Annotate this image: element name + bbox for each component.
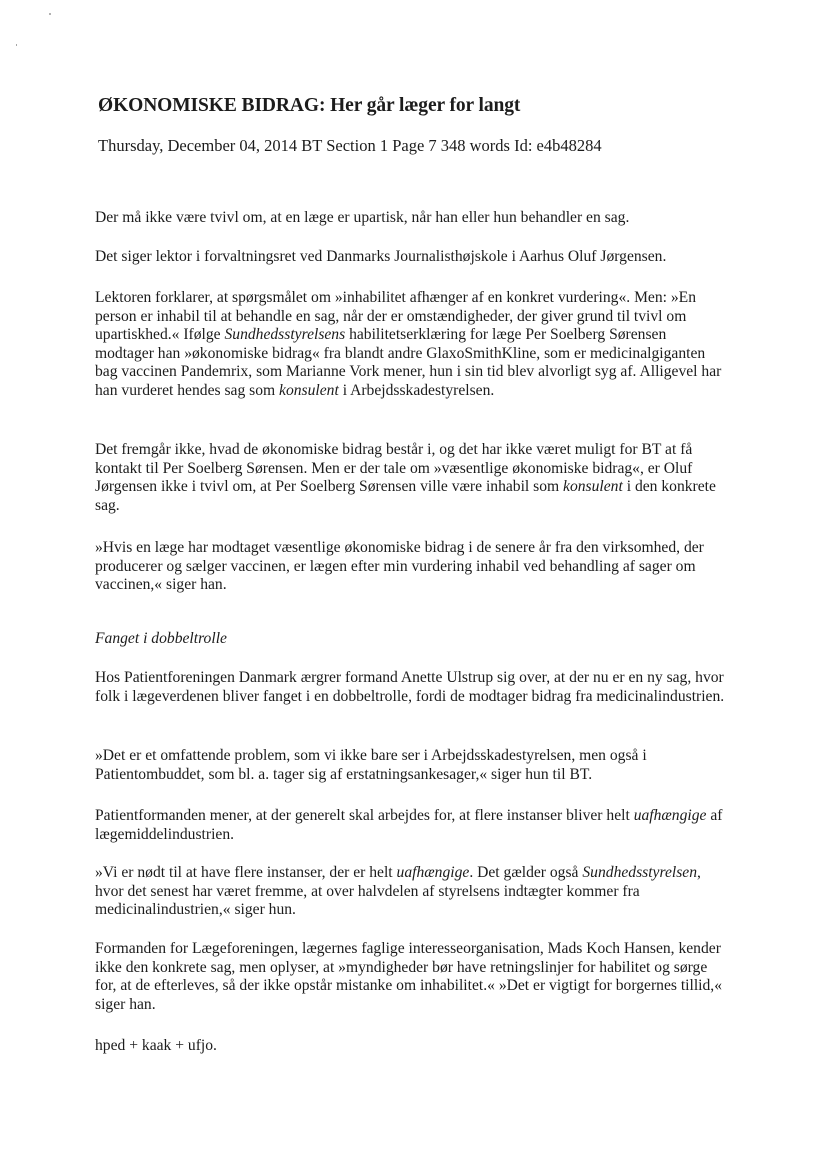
- paragraph-3: Lektoren forklarer, at spørgsmålet om »inhabilitet afhænger af en konkret vurdering«. Men: »En person er inhabil til at behandle en sag, når der er omstændigheder, der giver grund til tvivl om upartiskhed.« Ifølge Sundhedsstyrelsens habilitetserklæring for læge Per Soelberg Sørensen modtager han »økonomiske bidrag« fra blandt andre GlaxoSmithKline, som er medicinalgiganten bag vaccinen Pandemrix, som Marianne Vork mener, hun i sin tid blev alvorligt syg af. Alligevel har han vurderet hendes sag som konsulent i Arbejdsskadestyrelsen.: [95, 289, 722, 399]
- article-meta: Thursday, December 04, 2014 BT Section 1 Page 7 348 words Id: e4b48284: [98, 136, 602, 155]
- byline: hped + kaak + ufjo.: [95, 1037, 217, 1054]
- paragraph-1: Der må ikke være tvivl om, at en læge er upartisk, når han eller hun behandler en sag.: [95, 209, 630, 226]
- paragraph-7: »Det er et omfattende problem, som vi ikke bare ser i Arbejdsskadestyrelsen, men også i Patientombuddet, som bl. a. tager sig af erstatningsankesager,« siger hun til BT.: [95, 747, 647, 783]
- scan-speck: [16, 44, 17, 46]
- article-title: ØKONOMISKE BIDRAG: Her går læger for langt: [98, 95, 521, 116]
- paragraph-10: Formanden for Lægeforeningen, lægernes faglige interesseorganisation, Mads Koch Hansen, kender ikke den konkrete sag, men oplyser, at »myndigheder bør have retningslinjer for habilitet og sørge for, at de efterleves, så der ikke opstår mistanke om inhabilitet.« »Det er vigtigt for borgernes tillid,« siger han.: [95, 940, 722, 1013]
- scan-speck: [49, 13, 51, 15]
- paragraph-9: »Vi er nødt til at have flere instanser, der er helt uafhængige. Det gælder også Sundhedsstyrelsen, hvor det senest har været fremme, at over halvdelen af styrelsens indtægter kommer fra medicinalindustrien,« siger hun.: [95, 864, 701, 919]
- paragraph-4: Det fremgår ikke, hvad de økonomiske bidrag består i, og det har ikke været muligt for BT at få kontakt til Per Soelberg Sørensen. Men er der tale om »væsentlige økonomiske bidrag«, er Oluf Jørgensen ikke i tvivl om, at Per Soelberg Sørensen ville være inhabil som konsulent i den konkrete sag.: [95, 441, 716, 514]
- paragraph-5: »Hvis en læge har modtaget væsentlige økonomiske bidrag i de senere år fra den virksomhed, der producerer og sælger vaccinen, er lægen efter min vurdering inhabil ved behandling af sager om vaccinen,« siger han.: [95, 539, 704, 594]
- paragraph-2: Det siger lektor i forvaltningsret ved Danmarks Journalisthøjskole i Aarhus Oluf Jørgensen.: [95, 248, 667, 265]
- paragraph-6: Hos Patientforeningen Danmark ærgrer formand Anette Ulstrup sig over, at der nu er en ny sag, hvor folk i lægeverdenen bliver fanget i en dobbeltrolle, fordi de modtager bidrag fra medicinalindustrien.: [95, 669, 725, 705]
- paragraph-8: Patientformanden mener, at der generelt skal arbejdes for, at flere instanser bliver helt uafhængige af lægemiddelindustrien.: [95, 807, 723, 843]
- section-subheading: Fanget i dobbeltrolle: [95, 630, 227, 647]
